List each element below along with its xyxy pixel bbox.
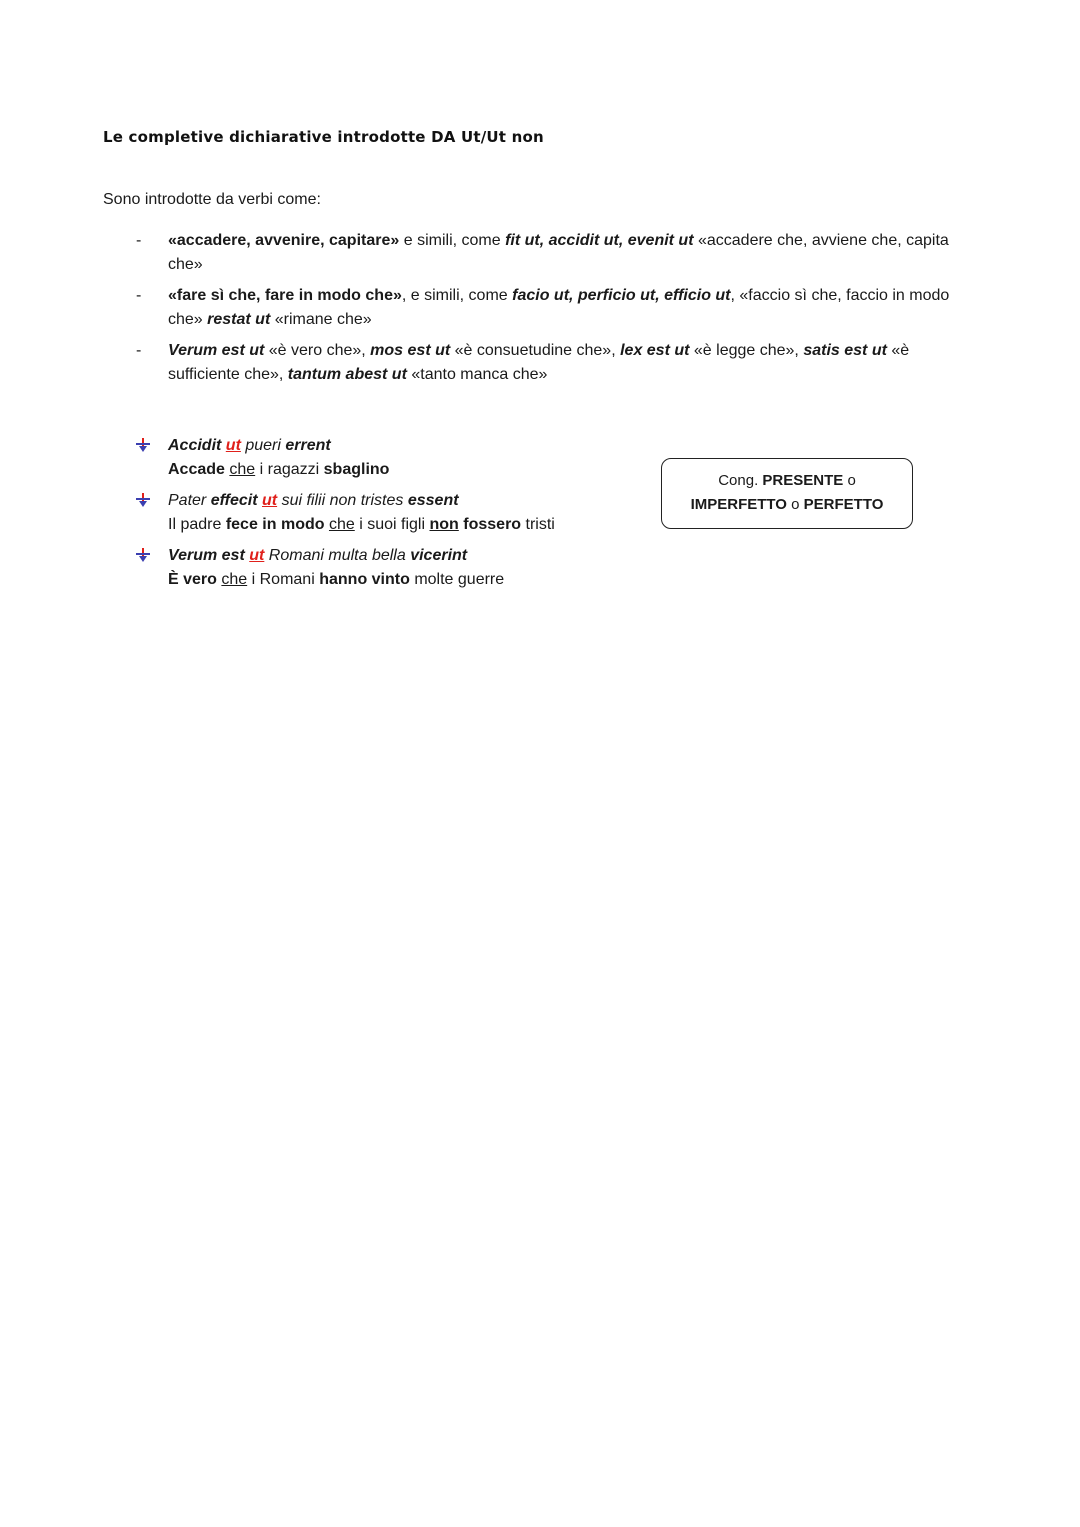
verb-list bbox=[103, 229, 983, 394]
list-text: «è legge che», bbox=[689, 342, 804, 359]
latin-sentence bbox=[168, 489, 655, 513]
latin-verbs: facio ut, perficio ut, efficio ut bbox=[512, 287, 731, 304]
italian-word: i suoi figli bbox=[359, 516, 426, 533]
italian-word: Il padre bbox=[168, 516, 222, 533]
ut-highlight: ut bbox=[262, 492, 278, 509]
latin-verbs: mos est ut bbox=[370, 342, 451, 359]
example-item bbox=[135, 434, 655, 482]
italian-word: molte guerre bbox=[414, 571, 505, 588]
list-text: «tanto manca che» bbox=[406, 366, 548, 383]
che-underlined: che bbox=[229, 461, 256, 478]
italian-word: i ragazzi bbox=[259, 461, 320, 478]
box-line bbox=[662, 493, 912, 517]
example-item bbox=[135, 544, 655, 592]
arrow-down-icon bbox=[135, 547, 151, 563]
dash-bullet: - bbox=[136, 287, 142, 304]
italian-translation bbox=[168, 458, 655, 482]
box-text: o bbox=[847, 472, 856, 489]
italian-word: tristi bbox=[525, 516, 555, 533]
italian-verb: fece in modo bbox=[225, 516, 325, 533]
italian-verb: fossero bbox=[463, 516, 522, 533]
list-item bbox=[103, 284, 968, 332]
latin-verbs: satis est ut bbox=[803, 342, 887, 359]
box-text: o bbox=[791, 496, 800, 513]
latin-verbs: tantum abest ut bbox=[287, 366, 407, 383]
italian-word: i Romani bbox=[251, 571, 315, 588]
list-text: «fare sì che, fare in modo che» bbox=[168, 287, 402, 304]
arrow-down-icon bbox=[135, 492, 151, 508]
latin-verb: errent bbox=[285, 437, 331, 454]
latin-word: pueri bbox=[245, 437, 281, 454]
ut-highlight: ut bbox=[225, 437, 241, 454]
latin-verbs: Verum est ut bbox=[168, 342, 265, 359]
latin-word: Pater bbox=[168, 492, 207, 509]
intro-text: Sono introdotte da verbi come: bbox=[103, 191, 321, 208]
box-text: Cong. bbox=[718, 472, 759, 489]
example-item bbox=[135, 489, 655, 537]
latin-verb: essent bbox=[407, 492, 459, 509]
box-text: IMPERFETTO bbox=[690, 496, 787, 513]
italian-verb: sbaglino bbox=[323, 461, 390, 478]
italian-translation bbox=[168, 568, 655, 592]
arrow-down-icon bbox=[135, 437, 151, 453]
che-underlined: che bbox=[221, 571, 248, 588]
latin-word: Romani multa bella bbox=[268, 547, 406, 564]
latin-word: sui filii non tristes bbox=[281, 492, 404, 509]
list-text: «è consuetudine che», bbox=[450, 342, 621, 359]
list-text: , «faccio sì che, faccio in modo che» bbox=[168, 287, 950, 328]
list-item bbox=[103, 229, 968, 277]
example-list bbox=[135, 434, 655, 599]
italian-translation bbox=[168, 513, 655, 537]
list-text: «accadere che, avviene che, capita che» bbox=[168, 232, 949, 273]
non-underlined: non bbox=[429, 516, 459, 533]
italian-word: Accade bbox=[168, 461, 225, 478]
latin-sentence bbox=[168, 434, 655, 458]
box-text: PRESENTE bbox=[762, 472, 844, 489]
list-text: «è vero che», bbox=[264, 342, 371, 359]
list-text: , e simili, come bbox=[401, 287, 513, 304]
list-text: «rimane che» bbox=[270, 311, 372, 328]
latin-word: Accidit bbox=[168, 437, 222, 454]
italian-word: È vero bbox=[168, 571, 217, 588]
dash-bullet: - bbox=[136, 342, 142, 359]
che-underlined: che bbox=[328, 516, 355, 533]
latin-verb: vicerint bbox=[410, 547, 468, 564]
latin-verb: effecit bbox=[210, 492, 258, 509]
italian-verb: hanno vinto bbox=[319, 571, 410, 588]
box-line bbox=[662, 469, 912, 493]
ut-highlight: ut bbox=[249, 547, 265, 564]
list-text: e simili, come bbox=[399, 232, 506, 249]
list-text: «è sufficiente che», bbox=[168, 342, 910, 383]
subjunctive-note-box bbox=[661, 458, 913, 529]
latin-word: Verum est bbox=[168, 547, 245, 564]
latin-verbs: lex est ut bbox=[620, 342, 690, 359]
latin-sentence bbox=[168, 544, 655, 568]
latin-verbs: fit ut, accidit ut, evenit ut bbox=[505, 232, 694, 249]
list-text: «accadere, avvenire, capitare» bbox=[168, 232, 400, 249]
page-title: Le completive dichiarative introdotte DA Ut/Ut non bbox=[103, 128, 544, 146]
dash-bullet: - bbox=[136, 232, 142, 249]
box-text: PERFETTO bbox=[803, 496, 884, 513]
latin-verbs: restat ut bbox=[207, 311, 271, 328]
list-item bbox=[103, 339, 968, 387]
